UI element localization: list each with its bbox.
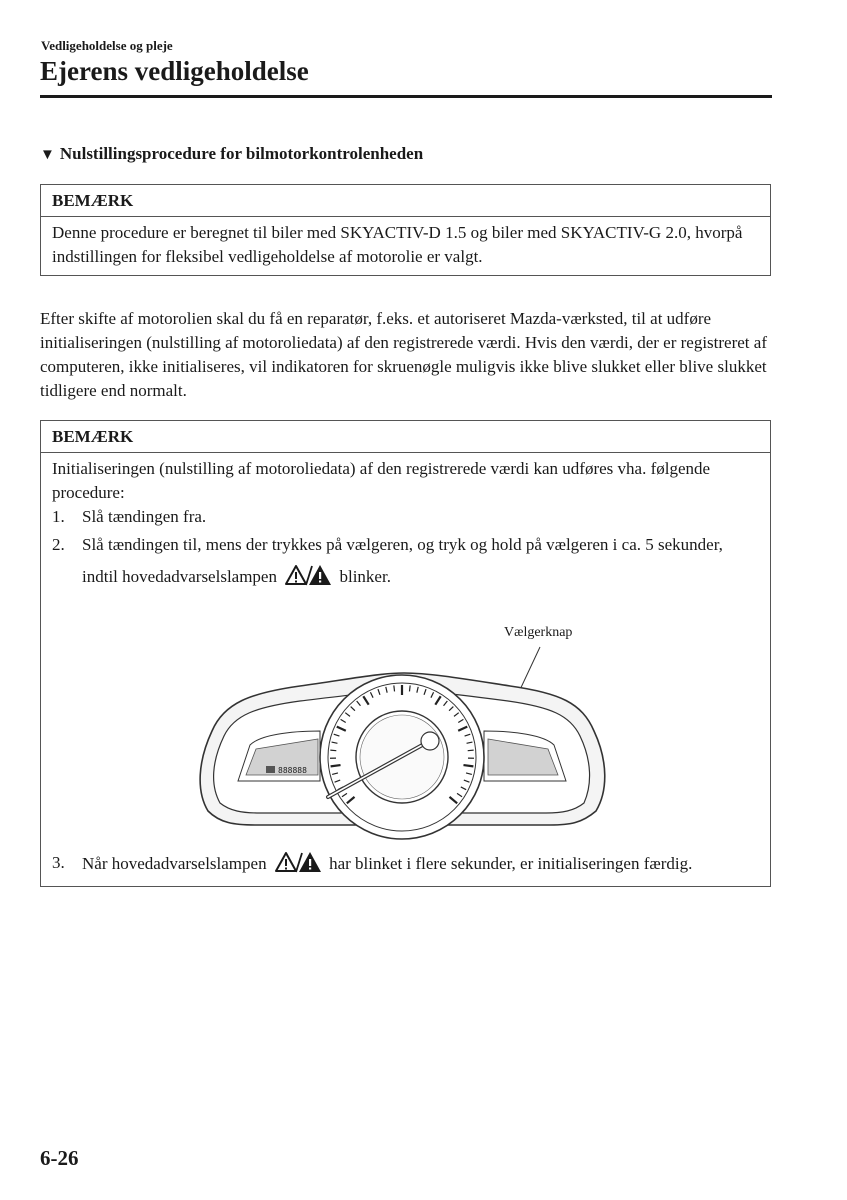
note-box-2 <box>40 420 771 887</box>
note-label: BEMÆRK <box>41 185 770 217</box>
triangle-down-icon: ▼ <box>40 147 55 163</box>
speedometer-tick <box>394 685 395 691</box>
step-number: 1. <box>52 507 65 526</box>
odometer-readout: 888888 <box>278 766 307 775</box>
breadcrumb: Vedligeholdelse og pleje <box>41 38 173 53</box>
step-number: 3. <box>52 853 65 872</box>
note-text: Denne procedure er beregnet til biler med SKYACTIV-D 1.5 og biler med SKYACTIV-G 2.0, hvorpå indstillingen for fleksibel vedligeholdelse af motorolie er valgt. <box>52 223 743 266</box>
step-number: 2. <box>52 535 65 554</box>
page-number: 6-26 <box>40 1146 79 1170</box>
note-box-1 <box>40 184 771 276</box>
section-heading-text: Nulstillingsprocedure for bilmotorkontrolenheden <box>59 144 424 163</box>
note-intro: Initialiseringen (nulstilling af motoroliedata) af den registrerede værdi kan udføres vha. følgende procedure: <box>52 459 711 502</box>
speedometer-tick <box>331 765 341 766</box>
list-item <box>52 505 759 529</box>
speedometer-tick <box>463 765 473 766</box>
instrument-cluster-illustration <box>190 611 610 851</box>
step-text <box>82 529 759 597</box>
step-text-part: Når hovedadvarselslampen <box>82 854 267 873</box>
step-text: Slå tændingen fra. <box>82 507 207 526</box>
section-heading <box>40 144 423 164</box>
page-title: Ejerens vedligeholdelse <box>40 56 309 86</box>
master-warning-icon <box>284 564 332 597</box>
note-body <box>41 453 770 886</box>
step-text <box>82 851 759 880</box>
step-text-part: har blinket i flere sekunder, er initialiseringen færdig. <box>329 854 693 873</box>
callout-label: Vælgerknap <box>504 625 573 640</box>
list-item <box>52 529 759 597</box>
speedometer-tick <box>409 685 410 691</box>
instrument-cluster-figure <box>190 611 610 851</box>
speedometer-tick <box>330 750 336 751</box>
master-warning-icon <box>274 851 322 880</box>
step-text-part: blinker. <box>339 567 391 586</box>
list-item <box>52 851 759 880</box>
body-paragraph: Efter skifte af motorolien skal du få en reparatør, f.eks. et autoriseret Mazda-værksted, til at udføre initialiseringen (nulstilling af motoroliedata) af den registrerede værdi. Hvis den værdi, der er registreret af computeren, ikke initialiseres, vil indikatoren for skruenøgle muligvis ikke blive slukket eller blive slukket tidligere end normalt. <box>40 309 767 400</box>
title-divider <box>40 95 772 98</box>
note-label: BEMÆRK <box>41 421 770 453</box>
speedometer-tick <box>468 750 474 751</box>
step-text-part: Slå tændingen til, mens der trykkes på vælgeren, og tryk og hold på vælgeren i ca. 5 sekunder, indtil hovedadvarselslampen <box>82 535 723 586</box>
